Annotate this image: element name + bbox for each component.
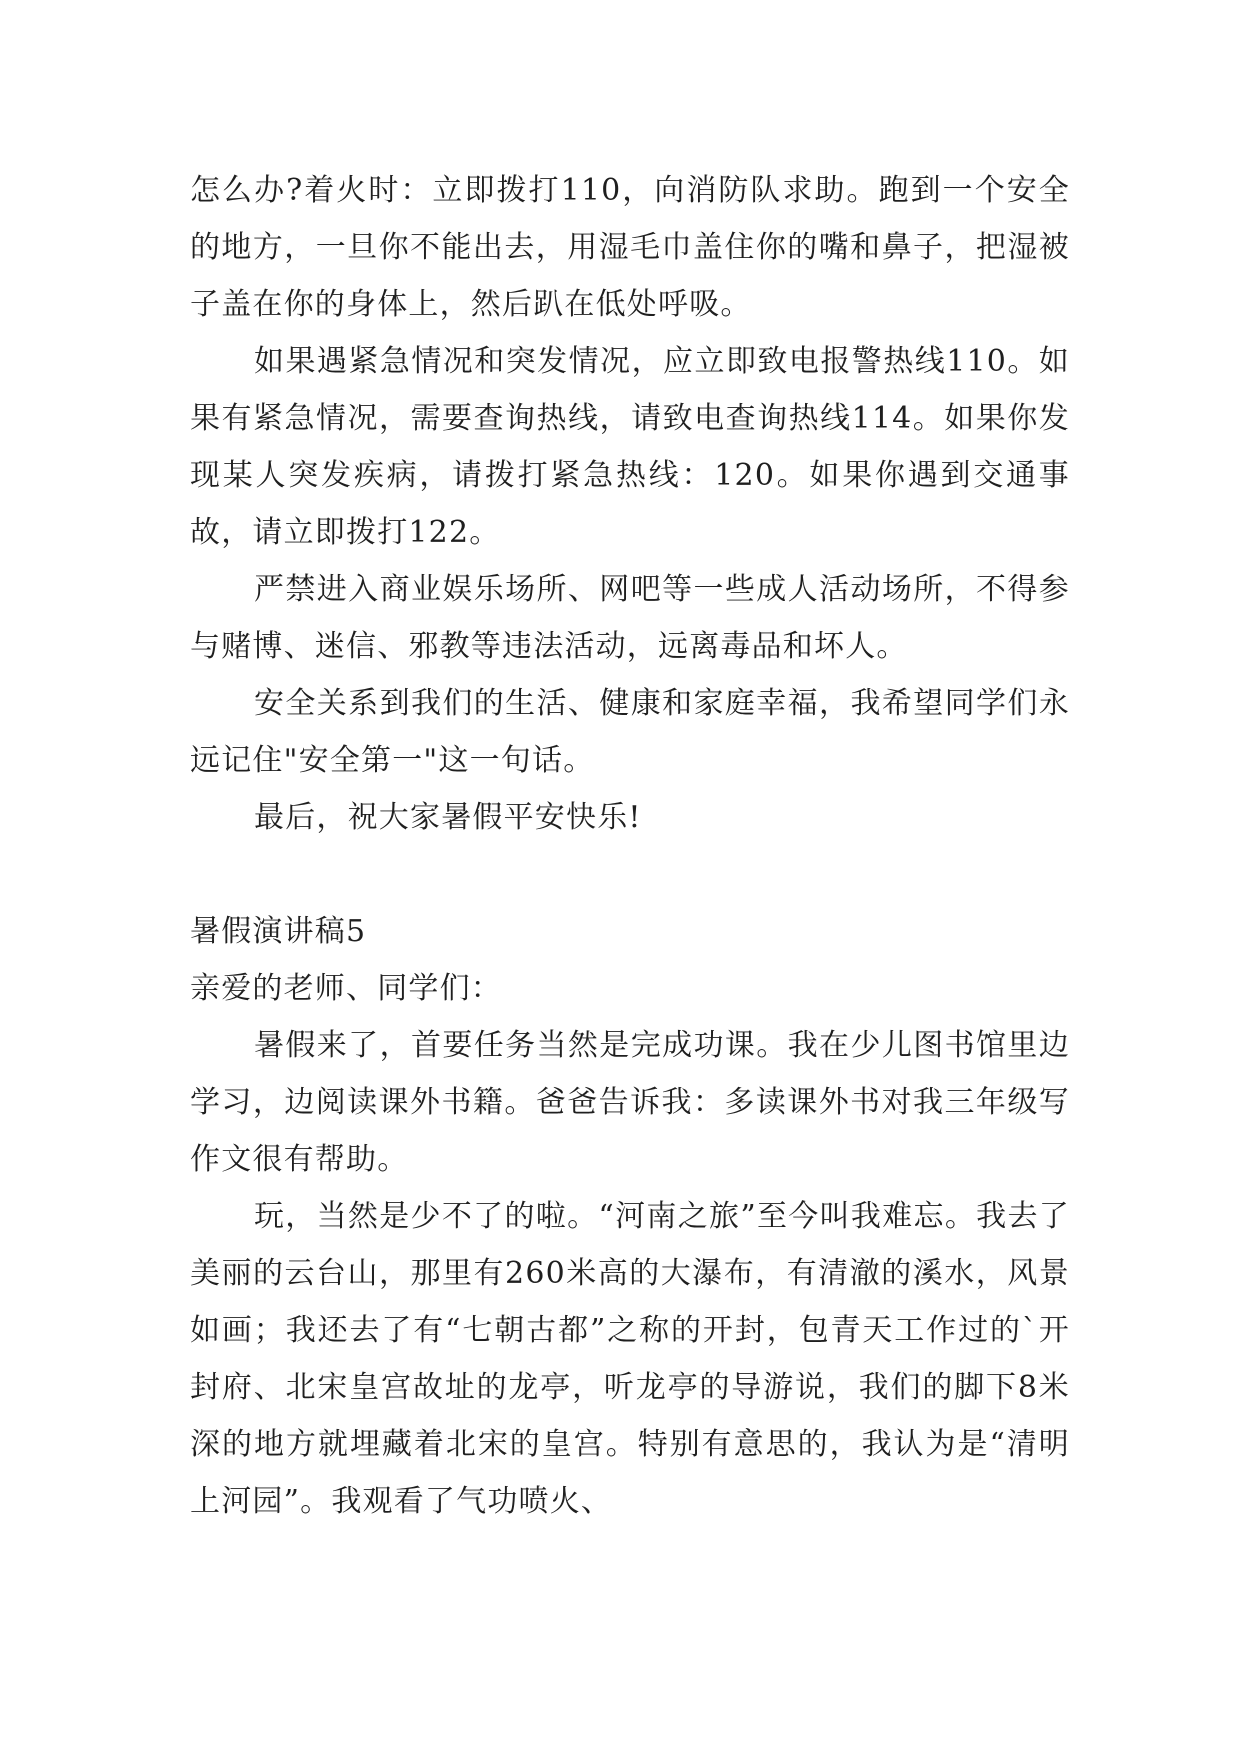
paragraph-homework: 暑假来了，首要任务当然是完成功课。我在少儿图书馆里边学习，边阅读课外书籍。爸爸告诉我：多读课外书对我三年级写作文很有帮助。 [190,1028,1070,1177]
document-body [190,162,1070,1530]
section-title: 暑假演讲稿5 [190,914,367,949]
paragraph-prohibited-places: 严禁进入商业娱乐场所、网吧等一些成人活动场所，不得参与赌博、迷信、邪教等违法活动，远离毒品和坏人。 [190,572,1070,664]
section-gap [190,846,1070,903]
paragraph-safety-first: 安全关系到我们的生活、健康和家庭幸福，我希望同学们永远记住"安全第一"这一句话。 [190,686,1070,778]
greeting: 亲爱的老师、同学们： [190,971,502,1006]
paragraph-henan-trip: 玩，当然是少不了的啦。“河南之旅”至今叫我难忘。我去了美丽的云台山，那里有260米高的大瀑布，有清澈的溪水，风景如画；我还去了有“七朝古都”之称的开封，包青天工作过的`开封府、北宋皇宫故址的龙亭，听龙亭的导游说，我们的脚下8米深的地方就埋藏着北宋的皇宫。特别有意思的，我认为是“清明上河园”。我观看了气功喷火、 [190,1199,1070,1519]
paragraph-emergency-hotlines: 如果遇紧急情况和突发情况，应立即致电报警热线110。如果有紧急情况，需要查询热线，请致电查询热线114。如果你发现某人突发疾病，请拨打紧急热线：120。如果你遇到交通事故，请立即拨打122。 [190,344,1070,550]
paragraph-closing: 最后，祝大家暑假平安快乐! [254,800,642,835]
paragraph-fire-safety: 怎么办?着火时：立即拨打110，向消防队求助。跑到一个安全的地方，一旦你不能出去，用湿毛巾盖住你的嘴和鼻子，把湿被子盖在你的身体上，然后趴在低处呼吸。 [190,173,1070,322]
